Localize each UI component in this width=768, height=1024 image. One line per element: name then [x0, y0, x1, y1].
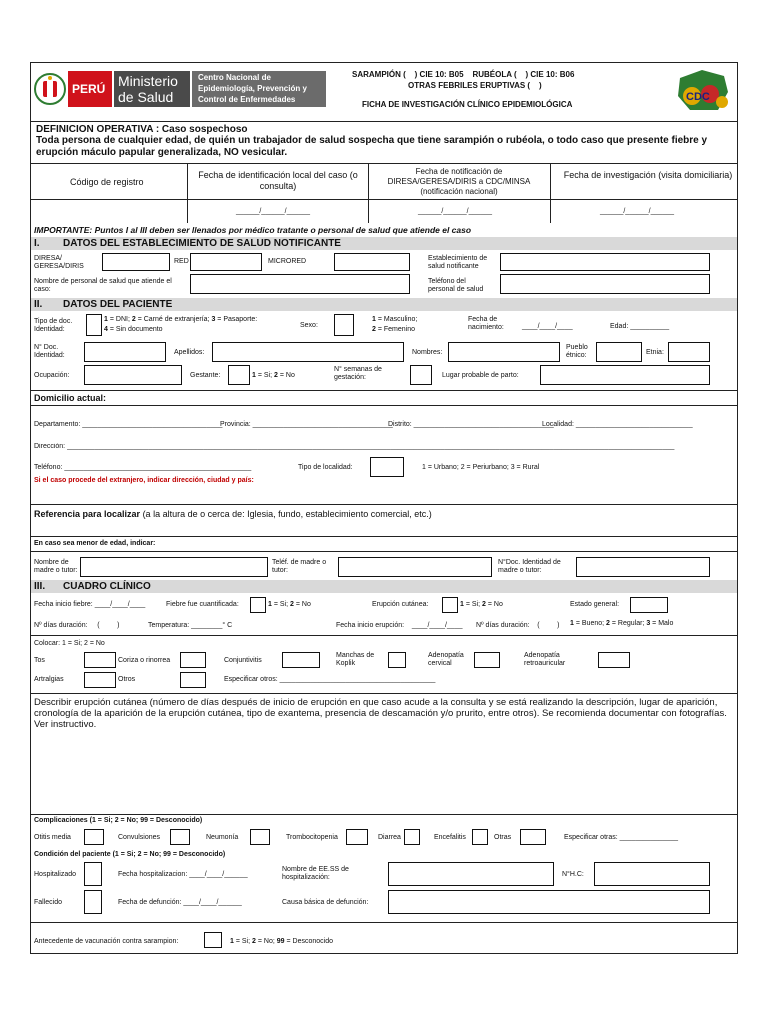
estado-options: 1 = Bueno; 2 = Regular; 3 = Malo: [570, 620, 674, 627]
convulsiones-field[interactable]: [170, 829, 190, 845]
dias-duracion-field[interactable]: Nº días duración: ( ): [34, 622, 120, 629]
disease-title: SARAMPIÓN ( ) CIE 10: B05 RUBÉOLA ( ) CIE 10: B06: [352, 70, 575, 79]
artralgias-label: Artralgias: [34, 676, 64, 683]
encefalitis-label: Encefalitis: [434, 834, 466, 841]
nombre-eess-field[interactable]: [388, 862, 554, 886]
peru-label: PERÚ: [72, 82, 106, 96]
distrito-field[interactable]: Distrito: ____________________________________: [388, 421, 554, 428]
registry-code-header: Código de registro: [70, 177, 144, 187]
section-1-header: [31, 237, 737, 250]
microred-field[interactable]: [334, 253, 410, 271]
ocupacion-field[interactable]: [84, 365, 182, 385]
trombocitopenia-label: Trombocitopenia: [286, 834, 338, 841]
tipo-doc-options-2: 4 = Sin documento: [104, 326, 163, 333]
ministerio-label: Ministerio: [118, 73, 178, 89]
center-label-2: Epidemiología, Prevención y: [198, 84, 307, 93]
describir-erupcion-label: Describir erupción cutánea (número de días después de inicio de erupción en que caso acude a la consulta y se está realizando la descripción, lugar de aparición, cronología de la aparición de la erupción cutánea, tipo de exantema, presencia de descamación y/o prurito, entre otros). Se recomienda documentar con fotografías. Ver instructivo.: [34, 697, 727, 730]
hospitalizado-label: Hospitalizado: [34, 871, 77, 878]
colocar-note: Colocar: 1 = Si; 2 = No: [34, 640, 105, 647]
tipo-localidad-label: Tipo de localidad:: [298, 464, 353, 471]
ocupacion-label: Ocupación:: [34, 372, 70, 379]
coriza-label: Coriza o rinorrea: [118, 657, 171, 664]
important-note: IMPORTANTE: Puntos I al III deben ser llenados por médico tratante o personal de salud que atiende el caso: [34, 225, 472, 235]
establecimiento-label: Establecimiento de salud notificante: [428, 255, 488, 270]
nombre-personal-field[interactable]: [190, 274, 410, 294]
departamento-field[interactable]: Departamento: ____________________________________: [34, 421, 223, 428]
otitis-label: Otitis media: [34, 834, 71, 841]
describir-erupcion-area[interactable]: [34, 732, 730, 812]
otras-label: Otras: [494, 834, 512, 841]
nombre-madre-field[interactable]: [80, 557, 268, 577]
lugar-parto-field[interactable]: [540, 365, 710, 385]
vacunacion-options: 1 = Si; 2 = No; 99 = Desconocido: [230, 938, 333, 945]
fecha-nac-field[interactable]: ____/____/____: [522, 323, 573, 330]
hospitalizado-field[interactable]: [84, 862, 102, 886]
telef-madre-field[interactable]: [338, 557, 492, 577]
diresa-label: DIRESA/ GERESA/DIRIS: [34, 255, 84, 270]
red-field[interactable]: [190, 253, 262, 271]
estado-label: Estado general:: [570, 601, 620, 608]
conjuntivitis-field[interactable]: [282, 652, 320, 668]
direccion-field[interactable]: Dirección: ____________________________________________________________________________________________________________________________________________________________: [34, 443, 675, 450]
registry-notif-header-2: DIRESA/GERESA/DIRIS a CDC/MINSA: [387, 177, 531, 186]
fiebre-cuant-label: Fiebre fue cuantificada:: [166, 601, 239, 608]
nombres-label: Nombres:: [412, 349, 443, 356]
fecha-defuncion-field[interactable]: Fecha de defunción: ____/____/______: [118, 899, 242, 906]
doc-madre-label: N°Doc. Identidad de madre o tutor:: [498, 559, 561, 574]
especificar-otras-field[interactable]: Especificar otras: _______________: [564, 834, 679, 841]
sexo-option-2: 2 = Femenino: [372, 326, 416, 333]
koplik-label: Manchas de Koplik: [336, 652, 375, 667]
otras-field[interactable]: [520, 829, 546, 845]
nhc-field[interactable]: [594, 862, 710, 886]
tos-field[interactable]: [84, 652, 116, 668]
dias-duracion2-field[interactable]: Nº días duración: ( ): [476, 622, 560, 629]
telefono-personal-field[interactable]: [500, 274, 710, 294]
encefalitis-field[interactable]: [472, 829, 488, 845]
provincia-field[interactable]: Provincia: ____________________________________: [220, 421, 393, 428]
etnia-label: Etnia:: [646, 349, 664, 356]
adeno-cervical-field[interactable]: [474, 652, 500, 668]
causa-defuncion-field[interactable]: [388, 890, 710, 914]
section-3-header: [31, 580, 737, 593]
estado-field[interactable]: [630, 597, 668, 613]
nhc-label: N°H.C:: [562, 871, 584, 878]
otros-label: Otros: [118, 676, 136, 683]
telefono-field[interactable]: Teléfono: ________________________________________________: [34, 464, 252, 471]
red-label: RED: [174, 258, 189, 265]
referencia-label: Referencia para localizar (a la altura de o cerca de: Iglesia, fundo, establecimiento comercial, etc.): [34, 509, 432, 519]
section-1-number: I.: [34, 238, 40, 249]
temperatura-field[interactable]: Temperatura: ________° C: [148, 622, 233, 629]
telef-madre-label: Teléf. de madre o tutor:: [272, 559, 327, 574]
cdc-logo: [672, 66, 732, 119]
adeno-cervical-label: Adenopatía cervical: [428, 652, 464, 667]
gestante-field[interactable]: [228, 365, 250, 385]
fecha-hosp-field[interactable]: Fecha hospitalizacion: ____/____/______: [118, 871, 248, 878]
trombocitopenia-field[interactable]: [346, 829, 368, 845]
doc-madre-field[interactable]: [576, 557, 710, 577]
de-salud-label: de Salud: [118, 89, 174, 105]
fallecido-field[interactable]: [84, 890, 102, 914]
adeno-retro-label: Adenopatía retroauricular: [524, 652, 566, 667]
pueblo-field[interactable]: [596, 342, 642, 362]
section-2-header: [31, 298, 737, 311]
edad-field[interactable]: Edad: __________: [610, 323, 670, 330]
complicaciones-title: Complicaciones (1 = Si; 2 = No; 99 = Desconocido): [34, 817, 203, 824]
koplik-field[interactable]: [388, 652, 406, 668]
ndoc-label: N° Doc. Identidad:: [34, 344, 65, 359]
erupcion-options: 1 = Si; 2 = No: [460, 601, 503, 608]
gestante-options: 1 = Si; 2 = No: [252, 372, 295, 379]
registry-invest-date-field[interactable]: ______/______/______: [600, 208, 674, 215]
artralgias-field[interactable]: [84, 672, 116, 688]
condicion-title: Condición del paciente (1 = Si; 2 = No; 99 = Desconocido): [34, 851, 226, 858]
ndoc-field[interactable]: [84, 342, 166, 362]
vacunacion-label: Antecedente de vacunación contra sarampion:: [34, 938, 179, 945]
vacunacion-field[interactable]: [204, 932, 222, 948]
extranjero-note: Si el caso procede del extranjero, indicar dirección, ciudad y país:: [34, 477, 254, 484]
section-3-number: III.: [34, 581, 46, 592]
diarrea-label: Diarrea: [378, 834, 401, 841]
section-2-number: II.: [34, 299, 43, 310]
registry-invest-header: Fecha de investigación (visita domiciliaria): [563, 170, 733, 180]
tipo-doc-options-1: 1 = DNI; 2 = Carné de extranjería; 3 = Pasaporte:: [104, 316, 258, 323]
apellidos-label: Apellidos:: [174, 349, 205, 356]
microred-label: MICRORED: [268, 258, 307, 265]
cdc-logo-text: CDC: [686, 91, 710, 103]
nombre-madre-label: Nombre de madre o tutor:: [34, 559, 78, 574]
tipo-localidad-field[interactable]: [370, 457, 404, 477]
fecha-nac-label: Fecha de nacimiento:: [468, 316, 504, 331]
localidad-field[interactable]: Localidad: ______________________________: [542, 421, 693, 428]
menor-label: En caso sea menor de edad, indicar:: [34, 540, 156, 547]
fecha-erupcion-field[interactable]: Fecha inicio erupción: ____/____/____: [336, 622, 463, 629]
form-title: FICHA DE INVESTIGACIÓN CLÍNICO EPIDEMIOLÓGICA: [362, 100, 573, 109]
coriza-field[interactable]: [180, 652, 206, 668]
otitis-field[interactable]: [84, 829, 104, 845]
nombre-eess-label: Nombre de EE.SS de hospitalización:: [282, 866, 349, 881]
sexo-label: Sexo:: [300, 322, 318, 329]
pueblo-label: Pueblo étnico:: [566, 344, 588, 359]
fecha-fiebre-field[interactable]: Fecha inicio fiebre: ____/____/____: [34, 601, 146, 608]
tipo-localidad-options: 1 = Urbano; 2 = Periurbano; 3 = Rural: [422, 464, 540, 471]
other-febrile-title: OTRAS FEBRILES ERUPTIVAS ( ): [408, 81, 542, 90]
nombres-field[interactable]: [448, 342, 560, 362]
telefono-personal-label: Teléfono del personal de salud: [428, 278, 484, 293]
diarrea-field[interactable]: [404, 829, 420, 845]
section-2-title: DATOS DEL PACIENTE: [63, 299, 173, 310]
domicilio-title: Domicilio actual:: [34, 393, 107, 403]
semanas-label: N° semanas de gestación:: [334, 366, 382, 381]
convulsiones-label: Convulsiones: [118, 834, 161, 841]
registry-local-date-field[interactable]: ______/______/______: [236, 208, 310, 215]
tipo-doc-field[interactable]: [86, 314, 102, 336]
center-label-1: Centro Nacional de: [198, 73, 271, 82]
definition-body: Toda persona de cualquier edad, de quién un trabajador de salud sospecha que tiene sarampión o rubéola, o todo caso que presente fiebre y erupción máculo papular generalizada, NO vesicular.: [36, 135, 708, 158]
fallecido-label: Fallecido: [34, 899, 63, 906]
especificar-otros-field[interactable]: Especificar otros: ________________________________________: [224, 676, 436, 683]
causa-defuncion-label: Causa básica de defunción:: [282, 899, 369, 906]
conjuntivitis-label: Conjuntivitis: [224, 657, 262, 664]
fiebre-cuant-options: 1 = Si; 2 = No: [268, 601, 311, 608]
tos-label: Tos: [34, 657, 45, 664]
registry-notif-date-field[interactable]: ______/______/______: [418, 208, 492, 215]
registry-notif-header-3: (notificación nacional): [420, 187, 498, 196]
sexo-option-1: 1 = Masculino;: [372, 316, 418, 323]
neumonia-field[interactable]: [250, 829, 270, 845]
etnia-field[interactable]: [668, 342, 710, 362]
sexo-field[interactable]: [334, 314, 354, 336]
registry-local-date-header: Fecha de identificación local del caso (o consulta): [198, 170, 358, 191]
diresa-field[interactable]: [102, 253, 170, 271]
center-label-3: Control de Enfermedades: [198, 95, 296, 104]
header: [0, 0, 768, 62]
nombre-personal-label: Nombre de personal de salud que atiende el caso:: [34, 278, 172, 293]
neumonia-label: Neumonía: [206, 834, 239, 841]
erupcion-label: Erupción cutánea:: [372, 601, 429, 608]
section-1-title: DATOS DEL ESTABLECIMIENTO DE SALUD NOTIFICANTE: [63, 238, 341, 249]
section-3-title: CUADRO CLÍNICO: [63, 581, 151, 592]
tipo-doc-label: Tipo de doc. Identidad:: [34, 318, 73, 333]
gestante-label: Gestante:: [190, 372, 221, 379]
otros-field[interactable]: [180, 672, 206, 688]
erupcion-field[interactable]: [442, 597, 458, 613]
lugar-parto-label: Lugar probable de parto:: [442, 372, 519, 379]
establecimiento-field[interactable]: [500, 253, 710, 271]
fiebre-cuant-field[interactable]: [250, 597, 266, 613]
adeno-retro-field[interactable]: [598, 652, 630, 668]
definition-title: DEFINICION OPERATIVA : Caso sospechoso: [36, 124, 248, 135]
apellidos-field[interactable]: [212, 342, 404, 362]
semanas-field[interactable]: [410, 365, 432, 385]
registry-notif-header-1: Fecha de notificación de: [415, 167, 503, 176]
